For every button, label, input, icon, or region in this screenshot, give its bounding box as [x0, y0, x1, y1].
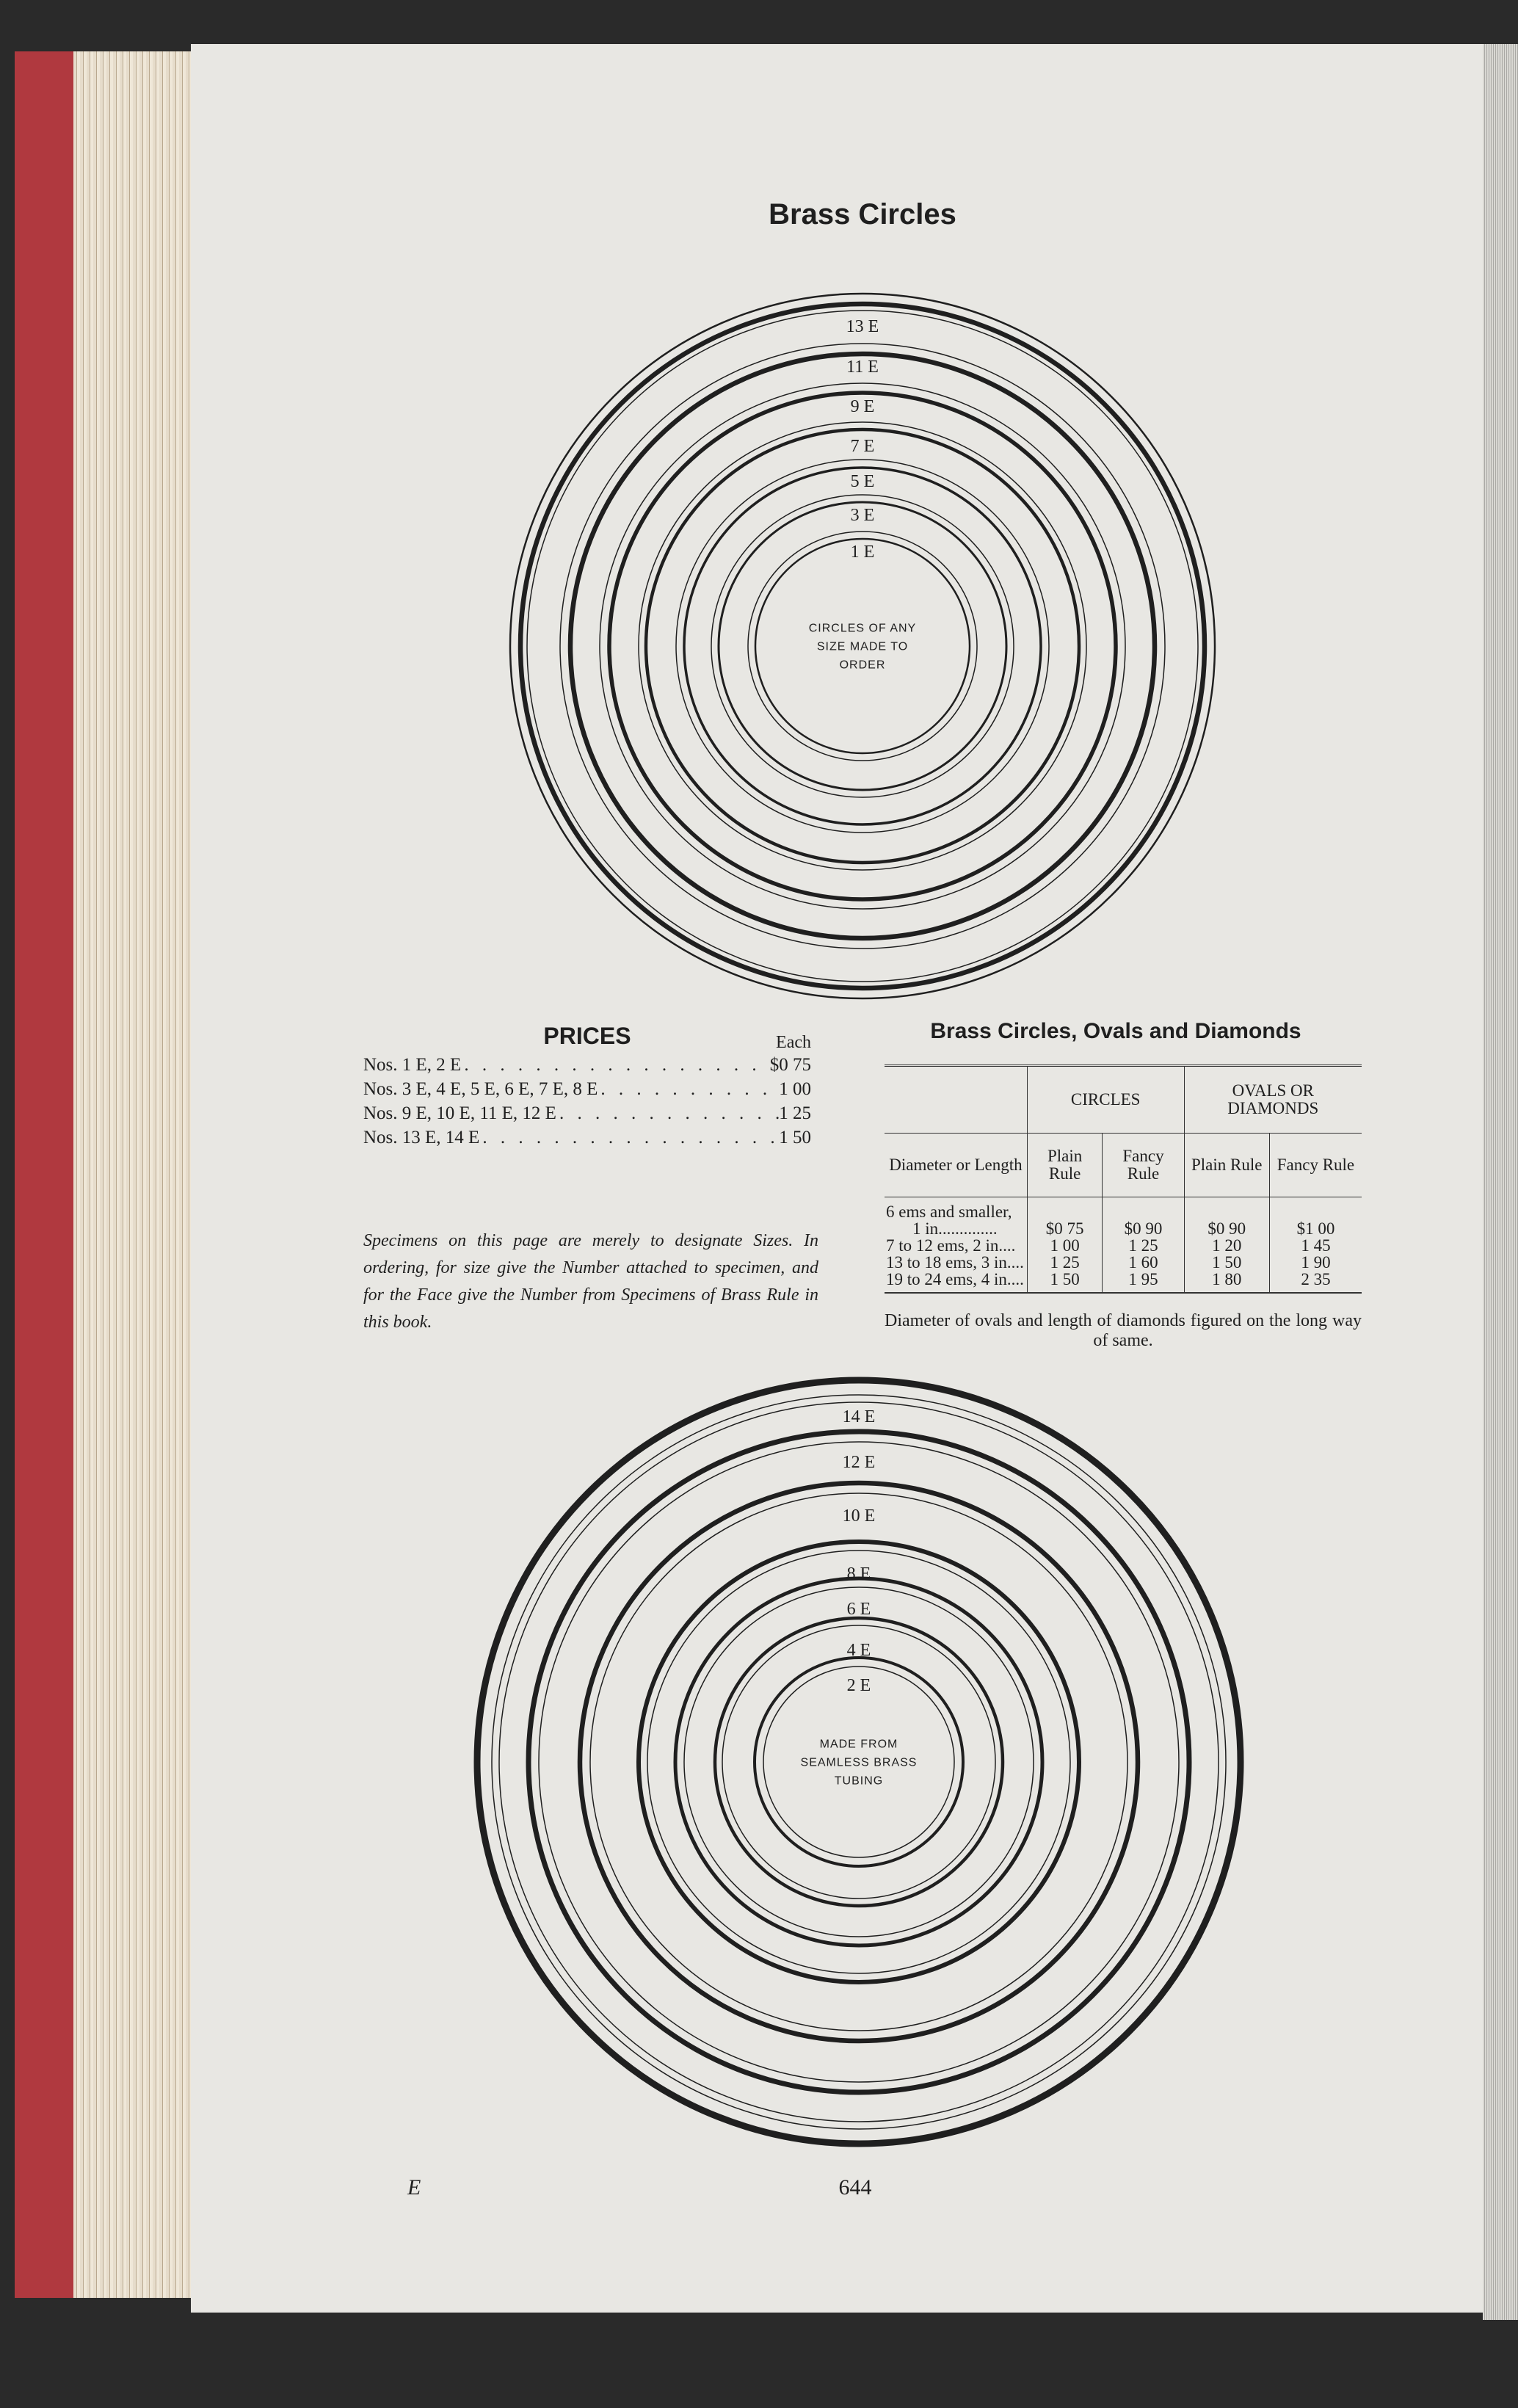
diameter-cell: 7 to 12 ems, 2 in.... — [886, 1236, 1016, 1255]
price-row-label: Nos. 3 E, 4 E, 5 E, 6 E, 7 E, 8 E — [363, 1079, 598, 1099]
price-row-label: Nos. 1 E, 2 E — [363, 1055, 462, 1075]
ring-size-label: 14 E — [842, 1407, 876, 1426]
price-cell: 1 80 — [1184, 1271, 1269, 1293]
ring-size-label: 9 E — [850, 397, 875, 416]
leader-dots — [461, 1055, 769, 1076]
price-table — [885, 1065, 1362, 1294]
table-corner — [885, 1066, 1027, 1134]
leader-dots — [556, 1103, 779, 1124]
prices-list — [363, 1023, 811, 1152]
table-row — [885, 1237, 1362, 1254]
leader-dots — [598, 1079, 779, 1100]
price-row — [363, 1079, 811, 1103]
diameter-cell: 6 ems and smaller, — [886, 1203, 1012, 1221]
top-circles-specimen — [495, 279, 1230, 1013]
center-note-line: ORDER — [839, 659, 886, 672]
page-title: Brass Circles — [769, 198, 956, 231]
table-row — [885, 1254, 1362, 1271]
leader-dots — [479, 1128, 779, 1148]
price-cell: 1 50 — [1184, 1254, 1269, 1271]
diameter-cell: 19 to 24 ems, 4 in.... — [886, 1270, 1024, 1288]
price-row-label: Nos. 13 E, 14 E — [363, 1128, 480, 1147]
price-cell: 1 20 — [1184, 1237, 1269, 1254]
prices-each-label: Each — [776, 1033, 811, 1052]
ring-size-label: 12 E — [842, 1453, 876, 1472]
price-row-amount: 1 25 — [779, 1103, 811, 1123]
ordering-note: Specimens on this page are merely to designate Sizes. In ordering, for size give the Number attached to specimen, and for the Face give the Number from Specimens of Brass Rule in this book. — [363, 1231, 818, 1332]
price-row-label: Nos. 9 E, 10 E, 11 E, 12 E — [363, 1103, 556, 1123]
price-cell: $0 90 — [1184, 1220, 1269, 1237]
price-cell: 1 45 — [1269, 1237, 1362, 1254]
ring-size-label: 13 E — [846, 317, 879, 336]
diameter-cell: 1 in.............. — [912, 1219, 998, 1238]
folio-letter: E — [407, 2175, 421, 2200]
price-cell: $1 00 — [1269, 1220, 1362, 1237]
diameter-cell: 13 to 18 ems, 3 in.... — [886, 1253, 1024, 1272]
price-row-amount: 1 50 — [779, 1128, 811, 1147]
table-row — [885, 1220, 1362, 1237]
ring-size-label: 8 E — [846, 1564, 871, 1584]
price-row — [363, 1055, 811, 1079]
price-cell: $0 75 — [1027, 1220, 1103, 1237]
ring-size-label: 6 E — [846, 1600, 871, 1619]
table-footnote: Diameter of ovals and length of diamonds figured on the long way of same. — [885, 1311, 1362, 1350]
price-row-amount: 1 00 — [779, 1079, 811, 1099]
price-cell: 1 00 — [1027, 1237, 1103, 1254]
price-cell: 1 50 — [1027, 1271, 1103, 1293]
price-cell: 1 90 — [1269, 1254, 1362, 1271]
group-header-ovals: OVALS OR DIAMONDS — [1184, 1066, 1362, 1134]
table-row — [885, 1271, 1362, 1293]
ring-size-label: 11 E — [846, 358, 879, 377]
center-note-line: CIRCLES OF ANY — [808, 622, 917, 635]
ring-size-label: 3 E — [850, 506, 875, 525]
ring-size-label: 2 E — [846, 1676, 871, 1695]
sub-header: Fancy Rule — [1103, 1134, 1184, 1197]
price-row — [363, 1128, 811, 1152]
price-cell: 1 25 — [1027, 1254, 1103, 1271]
sub-header: Plain Rule — [1027, 1134, 1103, 1197]
table-row — [885, 1197, 1362, 1221]
ring-size-label: 10 E — [842, 1506, 876, 1526]
group-header-circles: CIRCLES — [1027, 1066, 1184, 1134]
center-note-line: SEAMLESS BRASS — [800, 1756, 918, 1769]
price-cell: 1 95 — [1103, 1271, 1184, 1293]
center-note-line: TUBING — [834, 1774, 884, 1788]
price-cell: 2 35 — [1269, 1271, 1362, 1293]
ring-size-label: 4 E — [846, 1641, 871, 1660]
prices-title: PRICES — [543, 1023, 631, 1049]
diameter-header: Diameter or Length — [885, 1134, 1027, 1197]
ring-size-label: 1 E — [850, 543, 875, 562]
price-cell: 1 60 — [1103, 1254, 1184, 1271]
center-note-line: MADE FROM — [819, 1738, 898, 1751]
bottom-circles-specimen — [455, 1358, 1263, 2166]
right-page-edges — [1483, 44, 1518, 2320]
sub-header: Plain Rule — [1184, 1134, 1269, 1197]
ring-size-label: 7 E — [850, 437, 875, 456]
price-row-amount: $0 75 — [769, 1055, 811, 1075]
price-cell: $0 90 — [1103, 1220, 1184, 1237]
price-cell: 1 25 — [1103, 1237, 1184, 1254]
center-note-line: SIZE MADE TO — [816, 640, 909, 653]
ring-size-label: 5 E — [850, 472, 875, 491]
page-number: 644 — [838, 2175, 872, 2200]
sub-header: Fancy Rule — [1269, 1134, 1362, 1197]
table-title: Brass Circles, Ovals and Diamonds — [930, 1019, 1301, 1043]
price-row — [363, 1103, 811, 1128]
